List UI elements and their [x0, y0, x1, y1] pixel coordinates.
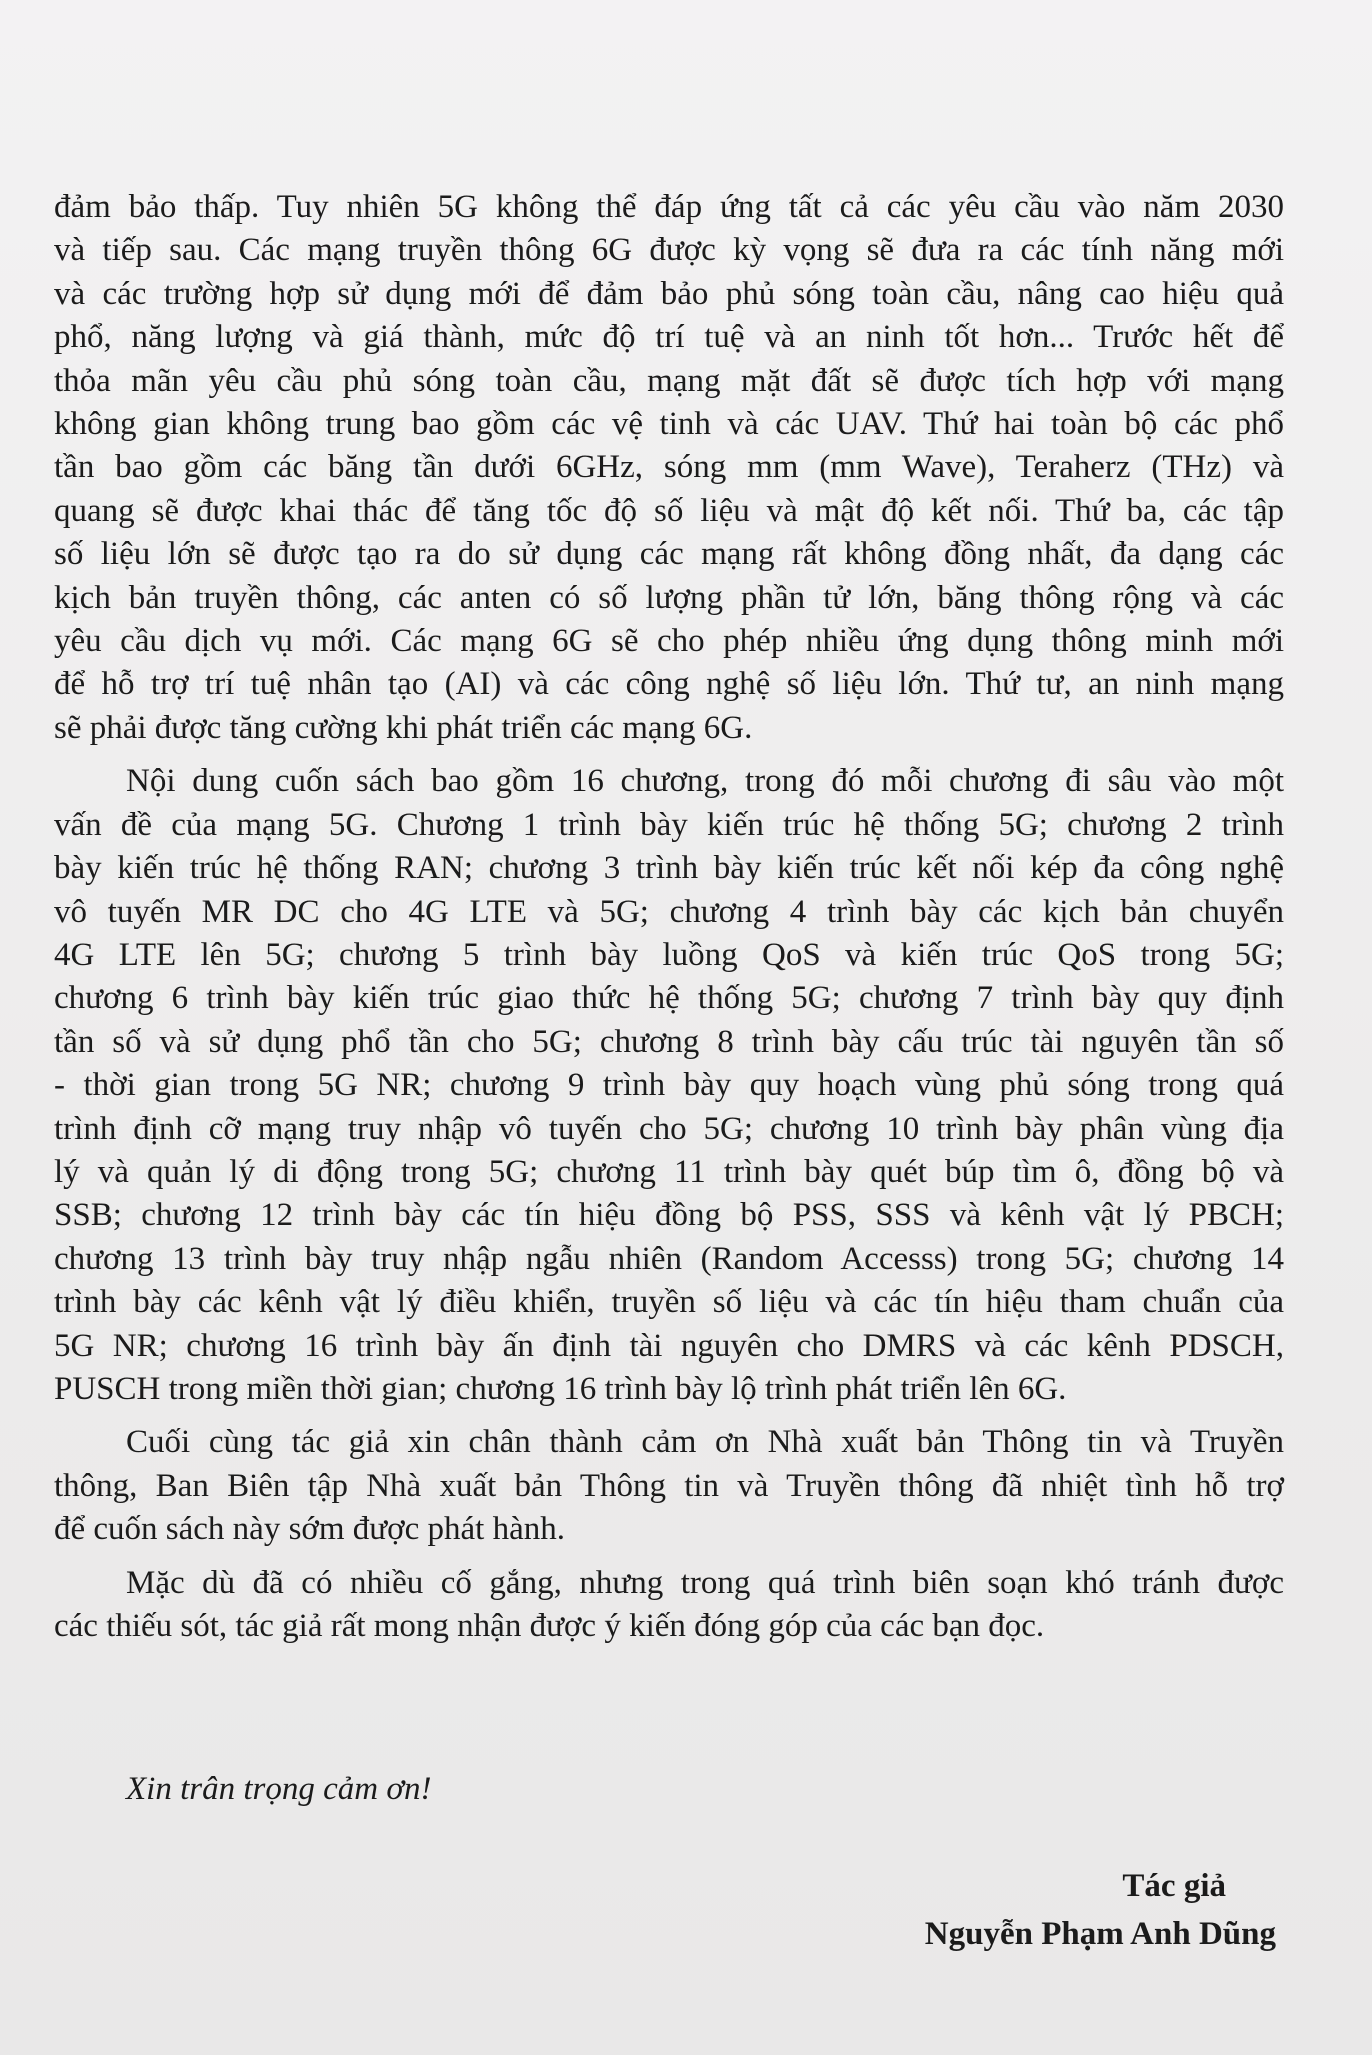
- text-line: số liệu lớn sẽ được tạo ra do sử dụng các mạng rất không đồng nhất, đa dạng các: [54, 536, 1284, 573]
- text-line: 5G NR; chương 16 trình bày ấn định tài nguyên cho DMRS và các kênh PDSCH,: [54, 1327, 1284, 1364]
- paragraph-4: [54, 1562, 1284, 1649]
- body-text: [54, 186, 1284, 1658]
- text-line: trình bày các kênh vật lý điều khiển, truyền số liệu và các tín hiệu tham chuẩn của: [54, 1284, 1284, 1321]
- text-line: Mặc dù đã có nhiều cố gắng, nhưng trong quá trình biên soạn khó tránh được: [126, 1564, 1284, 1601]
- text-line: phổ, năng lượng và giá thành, mức độ trí tuệ và an ninh tốt hơn... Trước hết để: [54, 319, 1284, 356]
- text-line: SSB; chương 12 trình bày các tín hiệu đồng bộ PSS, SSS và kênh vật lý PBCH;: [54, 1197, 1284, 1234]
- text-line: đảm bảo thấp. Tuy nhiên 5G không thể đáp ứng tất cả các yêu cầu vào năm 2030: [54, 189, 1284, 225]
- text-line: tần số và sử dụng phổ tần cho 5G; chương 8 trình bày cấu trúc tài nguyên tần số: [54, 1023, 1284, 1060]
- text-line: chương 6 trình bày kiến trúc giao thức hệ thống 5G; chương 7 trình bày quy định: [54, 980, 1284, 1017]
- text-line: PUSCH trong miền thời gian; chương 16 trình bày lộ trình phát triển lên 6G.: [54, 1370, 1067, 1407]
- author-signature: [925, 1862, 1276, 1958]
- text-line: bày kiến trúc hệ thống RAN; chương 3 trình bày kiến trúc kết nối kép đa công nghệ: [54, 850, 1284, 887]
- text-line: và các trường hợp sử dụng mới để đảm bảo phủ sóng toàn cầu, nâng cao hiệu quả: [54, 275, 1284, 312]
- closing-line: Xin trân trọng cảm ơn!: [126, 1771, 432, 1807]
- text-line: kịch bản truyền thông, các anten có số lượng phần tử lớn, băng thông rộng và các: [54, 579, 1284, 616]
- text-line: các thiếu sót, tác giả rất mong nhận được ý kiến đóng góp của các bạn đọc.: [54, 1608, 1045, 1644]
- text-line: yêu cầu dịch vụ mới. Các mạng 6G sẽ cho phép nhiều ứng dụng thông minh mới: [54, 623, 1284, 660]
- paragraph-2: [54, 760, 1284, 1411]
- text-line: để cuốn sách này sớm được phát hành.: [54, 1511, 565, 1548]
- text-line: quang sẽ được khai thác để tăng tốc độ số liệu và mật độ kết nối. Thứ ba, các tập: [54, 492, 1284, 529]
- text-line: 4G LTE lên 5G; chương 5 trình bày luồng QoS và kiến trúc QoS trong 5G;: [54, 936, 1284, 973]
- text-line: vấn đề của mạng 5G. Chương 1 trình bày kiến trúc hệ thống 5G; chương 2 trình: [54, 806, 1284, 843]
- text-line: không gian không trung bao gồm các vệ tinh và các UAV. Thứ hai toàn bộ các phổ: [54, 406, 1284, 443]
- author-role: Tác giả: [1122, 1868, 1226, 1904]
- paragraph-3: [54, 1421, 1284, 1551]
- text-line: để hỗ trợ trí tuệ nhân tạo (AI) và các công nghệ số liệu lớn. Thứ tư, an ninh mạng: [54, 666, 1284, 703]
- text-line: sẽ phải được tăng cường khi phát triển các mạng 6G.: [54, 709, 753, 746]
- text-line: - thời gian trong 5G NR; chương 9 trình bày quy hoạch vùng phủ sóng trong quá: [54, 1067, 1284, 1104]
- text-line: thỏa mãn yêu cầu phủ sóng toàn cầu, mạng mặt đất sẽ được tích hợp với mạng: [54, 362, 1284, 399]
- paragraph-1: [54, 186, 1284, 750]
- text-line: vô tuyến MR DC cho 4G LTE và 5G; chương 4 trình bày các kịch bản chuyển: [54, 893, 1284, 930]
- text-line: thông, Ban Biên tập Nhà xuất bản Thông tin và Truyền thông đã nhiệt tình hỗ trợ: [54, 1467, 1284, 1504]
- text-line: tần bao gồm các băng tần dưới 6GHz, sóng mm (mm Wave), Teraherz (THz) và: [54, 449, 1284, 486]
- text-line: trình định cỡ mạng truy nhập vô tuyến cho 5G; chương 10 trình bày phân vùng địa: [54, 1110, 1284, 1147]
- text-line: và tiếp sau. Các mạng truyền thông 6G được kỳ vọng sẽ đưa ra các tính năng mới: [54, 232, 1284, 269]
- text-line: chương 13 trình bày truy nhập ngẫu nhiên (Random Accesss) trong 5G; chương 14: [54, 1240, 1284, 1277]
- author-name: Nguyễn Phạm Anh Dũng: [924, 1916, 1276, 1952]
- text-line: Cuối cùng tác giả xin chân thành cảm ơn Nhà xuất bản Thông tin và Truyền: [126, 1424, 1284, 1461]
- text-line: lý và quản lý di động trong 5G; chương 11 trình bày quét búp tìm ô, đồng bộ và: [54, 1153, 1284, 1190]
- text-line: Nội dung cuốn sách bao gồm 16 chương, trong đó mỗi chương đi sâu vào một: [126, 763, 1284, 800]
